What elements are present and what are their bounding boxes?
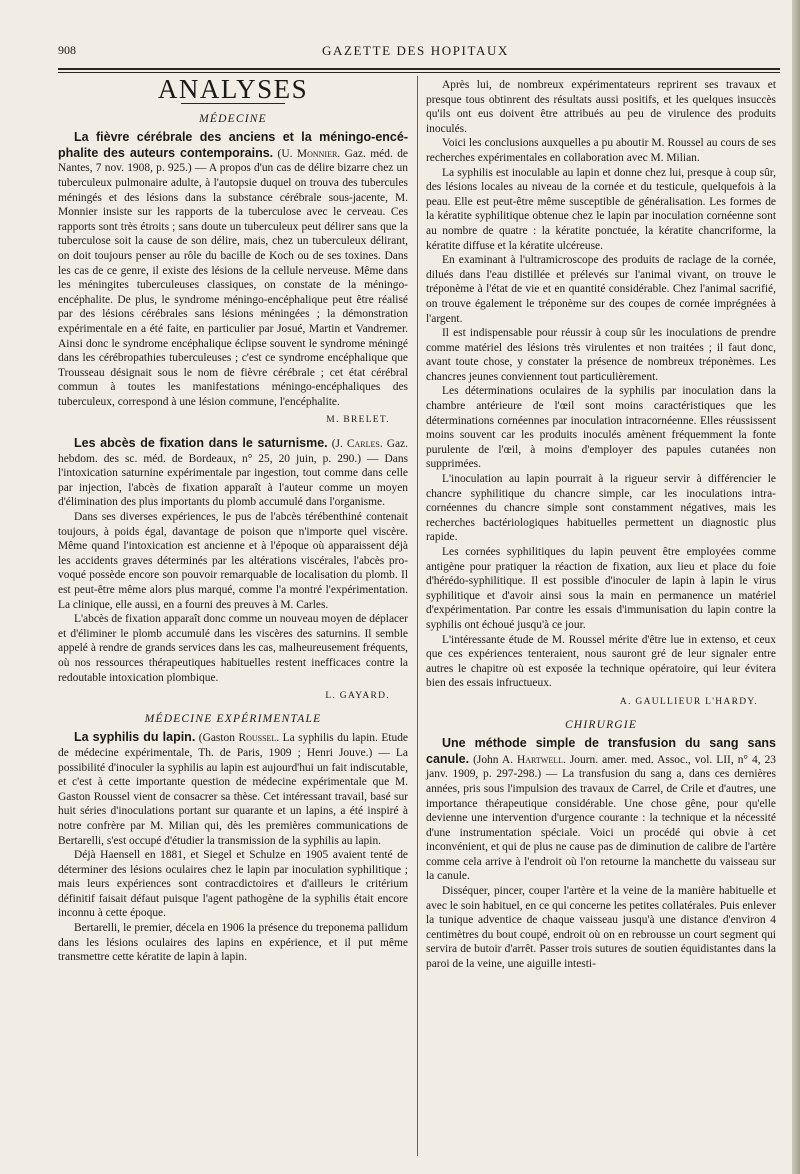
signature: A. GAULLIEUR L'HARDY.: [619, 696, 758, 707]
paragraph: Déjà Haensell en 1881, et Siegel et Schulze en 1905 avaient tenté de déterminer des lésions oculaires chez le lapin par inoculation syphilitique ; mais leurs expériences sont contracdictoires et d'ailleurs le critérium définitif faisait défaut puisque l'agent pathogène de la syphilis était encore inconnu à cette époque.: [58, 849, 408, 920]
page-edge: [792, 0, 800, 1174]
page-number: 908: [58, 43, 76, 57]
article-syphilis-lapin: La syphilis du lapin. (Gaston Roussel. La syphilis du lapin. Etude de médecine expérimentale, Th. de Paris, 1909 ; Henri Jouve.) — La possibilité d'inoculer la syphilis au lapin est aujourd'hui un fait indiscutable, et c'est à cette importante question de médecine expérimentale que M. Gaston Roussel vient de consacrer sa thèse. Cet intéressant travail, basé sur huit séries d'inoculations portant sur quarante et un lapins, a été inspiré à notre confrère par M. Milian qui, dès les premières communications de Bertarelli, s'est occupé d'étudier la transmission de la syphilis au lapin.: [58, 730, 409, 847]
author-name: Roussel: [238, 732, 277, 745]
article-title: Les abcès de fixation dans le saturnisme.: [74, 436, 328, 451]
signature: M. BRELET.: [326, 415, 390, 426]
paragraph: Il est indispensable pour réussir à coup sûr les inoculations de prendre comme matériel des lésions très virulentes et non traitées ; il faut donc, avant toute chose, y constater la présence de nombreux tréponèmes. Les chancres jeunes conviennent tout particulièrement.: [426, 327, 776, 383]
subsection-chirurgie: CHIRURGIE: [564, 718, 638, 731]
article-title: Une méthode simple de transfusion du sang sans canule.: [426, 736, 776, 766]
right-column: [426, 78, 776, 972]
article-transfusion: Une méthode simple de transfusion du sang sans canule. (John A. Hartwell. Journ. amer. med. Assoc., vol. LII, n° 4, 23 janv. 1909, p. 297-298.) — La transfusion du sang a, dans ces dernières années, pris sous l'impulsion des travaux de Carrel, de Crile et d'autres, une importance thérapeutique considérable. Une chose gêne, pour qu'elle devienne une intervention d'urgence courante : la technique et la nécessité d'une instrumentation spéciale. Voici un procédé qui obvie à cet inconvénient, et qui de plus ne cause pas de diminution de calibre de l'artère comme cela arrive à l'endroit où l'on retourne la manchette du vaisseau sur la canule.: [426, 736, 777, 883]
journal-title: GAZETTE DES HOPITAUX: [322, 43, 509, 58]
paragraph: L'intéressante étude de M. Roussel mérite d'être lue in extenso, et ceux que ces expériences tenteraient, nous sauront gré de leur signaler entre autres le chapitre où est exposée la technique opératoire, qui leur évitera bien des essais infructueux.: [426, 633, 776, 690]
header-rule: [58, 68, 780, 70]
article-abces-fixation: Les abcès de fixation dans le saturnisme. (J. Carles. Gaz. hebdom. des sc. méd. de Bordeaux, n° 25, 20 juin, p. 290.) — Dans l'intoxication saturnine expérimentale par ingestion, tout comme dans celle par injection, l'abcès de fixation apparaît à l'auteur comme un moyen d'élimination des plus importants du plomb accumulé dans l'organisme.: [58, 436, 408, 509]
paragraph: Les déterminations oculaires de la syphilis par inoculation dans la chambre antérieure de l'œil sont moins caractéristiques que les déterminations cornéennes par inoculation intracornéenne. Elles réussissent moins souvent car les produits inoculés amènent fréquemment la fonte purulente de l'œil, à moins d'employer des papules cutanées non supprimées.: [426, 385, 776, 471]
paragraph: Voici les conclusions auxquelles a pu aboutir M. Roussel au cours de ses recherches expérimentales en collaboration avec M. Milian.: [426, 137, 776, 164]
left-column: [58, 74, 409, 965]
header-rule-thin: [58, 72, 780, 73]
author-name: Carles: [346, 438, 380, 451]
paragraph: Bertarelli, le premier, décela en 1906 la présence du treponema pallidum dans les lésions oculaires des lapins en expérience, et il put même transmettre cette kératite de lapin à lapin.: [58, 922, 408, 964]
paragraph: En examinant à l'ultramicroscope des produits de raclage de la cornée, dilués dans l'eau distillée et prélevés sur l'animal vivant, on trouve le tréponème à l'état de vie et en quantité considérable. Chez l'animal sacrifié, on trouve également le tréponème sur des coupes de cornée imprégnées à l'argent.: [426, 254, 776, 325]
paragraph: La syphilis est inoculable au lapin et donne chez lui, presque à coup sûr, des lésions locales au niveau de la cornée et du testicule, quelquefois à la peau. Elle est peut-être même susceptible de généralisation. Les formes de la kératite syphilitique obtenue chez le lapin par inoculation cornéenne sont au nombre de quatre : la kératite ponctuée, la kératite chancriforme, la kératite diffuse et la kératite ulcéreuse.: [426, 166, 776, 252]
column-divider: [417, 76, 418, 1156]
paragraph: Disséquer, pincer, couper l'artère et la veine de la manière habituelle et avec le soin habituel, en ce qui concerne les petites collatérales. Puis enlever la tunique adventice de chaque vaisseau jusqu'à une distance d'environ 4 centimètres du bout coupé, endroit où on en rebrousse un court segment qui servira de butoir d'arrêt. Passer trois sutures de soutien équidistantes dans la paroi de la veine, une aiguille intesti-: [426, 885, 776, 971]
article-title: La syphilis du lapin.: [74, 730, 196, 745]
subsection-medecine: MÉDECINE: [199, 112, 267, 125]
paragraph: Les cornées syphilitiques du lapin peuvent être employées comme antigène pour pratiquer la réaction de fixation, aux lieu et place du foie d'hérédo-syphilitique. Il est possible d'inoculer de lapin à lapin le virus syphilitique et d'avoir ainsi sous la main en permanence un matériel d'expérimentation. Par contre les essais d'immunisation du lapin contre la syphilis ont échoué jusqu'à ce jour.: [426, 546, 776, 631]
paragraph: L'abcès de fixation apparaît donc comme un nouveau moyen de déplacer et d'éliminer le plomb accumulé dans les viscères des saturnins. Il semble appelé à rendre de grands services dans les cas, malheureusement fréquents, où nos ressources thérapeutiques habituelles restent inefficaces contre la redoutable intoxication plombique.: [58, 613, 408, 684]
paragraph: Après lui, de nombreux expérimentateurs reprirent ses travaux et presque tous obtinrent des résultats aussi positifs, et les quelques insuccès qu'ils ont eus doivent être attribués au peu de virulence des produits inoculés.: [426, 79, 776, 135]
paragraph: Dans ses diverses expériences, le pus de l'abcès térébenthiné contenait toujours, à poids égal, davantage de poison que n'importe quel viscère. Même quand l'intoxication est ancienne et à l'époque où apparaissent déjà les accidents graves déterminés par les altérations viscérales, l'abcès provoqué possède encore son pouvoir remarquable de localisation du plomb. Il est peut-être même alors plus marqué, comme l'a montré l'expérimentation. La clinique, elle aussi, en a fourni des preuves à M. Carles.: [58, 511, 408, 611]
paragraph: L'inoculation au lapin pourrait à la rigueur servir à différencier le chancre syphilitique du chancre simple, car les inoculations intra-cornéennes du chancre simple sont constamment négatives, mais les recherches bactériologiques habituelles permettent un diagnostic plus rapide.: [426, 473, 776, 544]
article-title: La fièvre cérébrale des anciens et la méningo-encéphalite des auteurs contemporains.: [58, 130, 408, 160]
article-fievre-cerebrale: La fièvre cérébrale des anciens et la méningo-encéphalite des auteurs contemporains. (U. Monnier. Gaz. méd. de Nantes, 7 nov. 1908, p. 925.) — A propos d'un cas de délire bizarre chez un tuberculeux pulmonaire adulte, à l'autopsie duquel on trouva des tubercules méningés et des lésions dans la substance cérébrale sous-jacente, M. Monnier insiste sur les rapports de la tuberculose avec le cerveau. Ces rapports sont très étroits ; sans doute un tuberculeux peut délirer sans que la tuberculose soit la cause de son délire, mais, chez un tuberculeux délirant, on doit toujours penser au rôle du bacille de Koch ou de ses toxines. Dans les cas de ce genre, il existe des lésions de la cellule nerveuse. Même dans les méningites tuberculeuses classiques, on constate de la méningo-encéphalite. De plus, le syndrome méningo-encéphalique peut être réalisé par des lésions cérébrales sans lésions méningées ; la démonstration expérimentale en a été faite, en particulier par Josué, Martin et Vandremer. Ainsi donc le syndrome encéphalique éclipse souvent le syndrome méningé dans les cérébropathies tuberculeuses ; c'est ce syndrome encéphalique que Trousseau désignait sous le nom de fièvre cérébrale ; cet état cérébral commun à toutes les manifestations méningo-encéphaliques des tuberculeux, correspond à une lésion commune, l'encéphalite.: [58, 130, 409, 408]
author-name: Hartwell: [516, 753, 563, 766]
section-title: ANALYSES: [157, 74, 309, 104]
signature: L. GAYARD.: [325, 691, 390, 702]
author-name: Monnier: [296, 147, 338, 160]
subsection-medecine-experimentale: MÉDECINE EXPÉRIMENTALE: [144, 712, 322, 725]
